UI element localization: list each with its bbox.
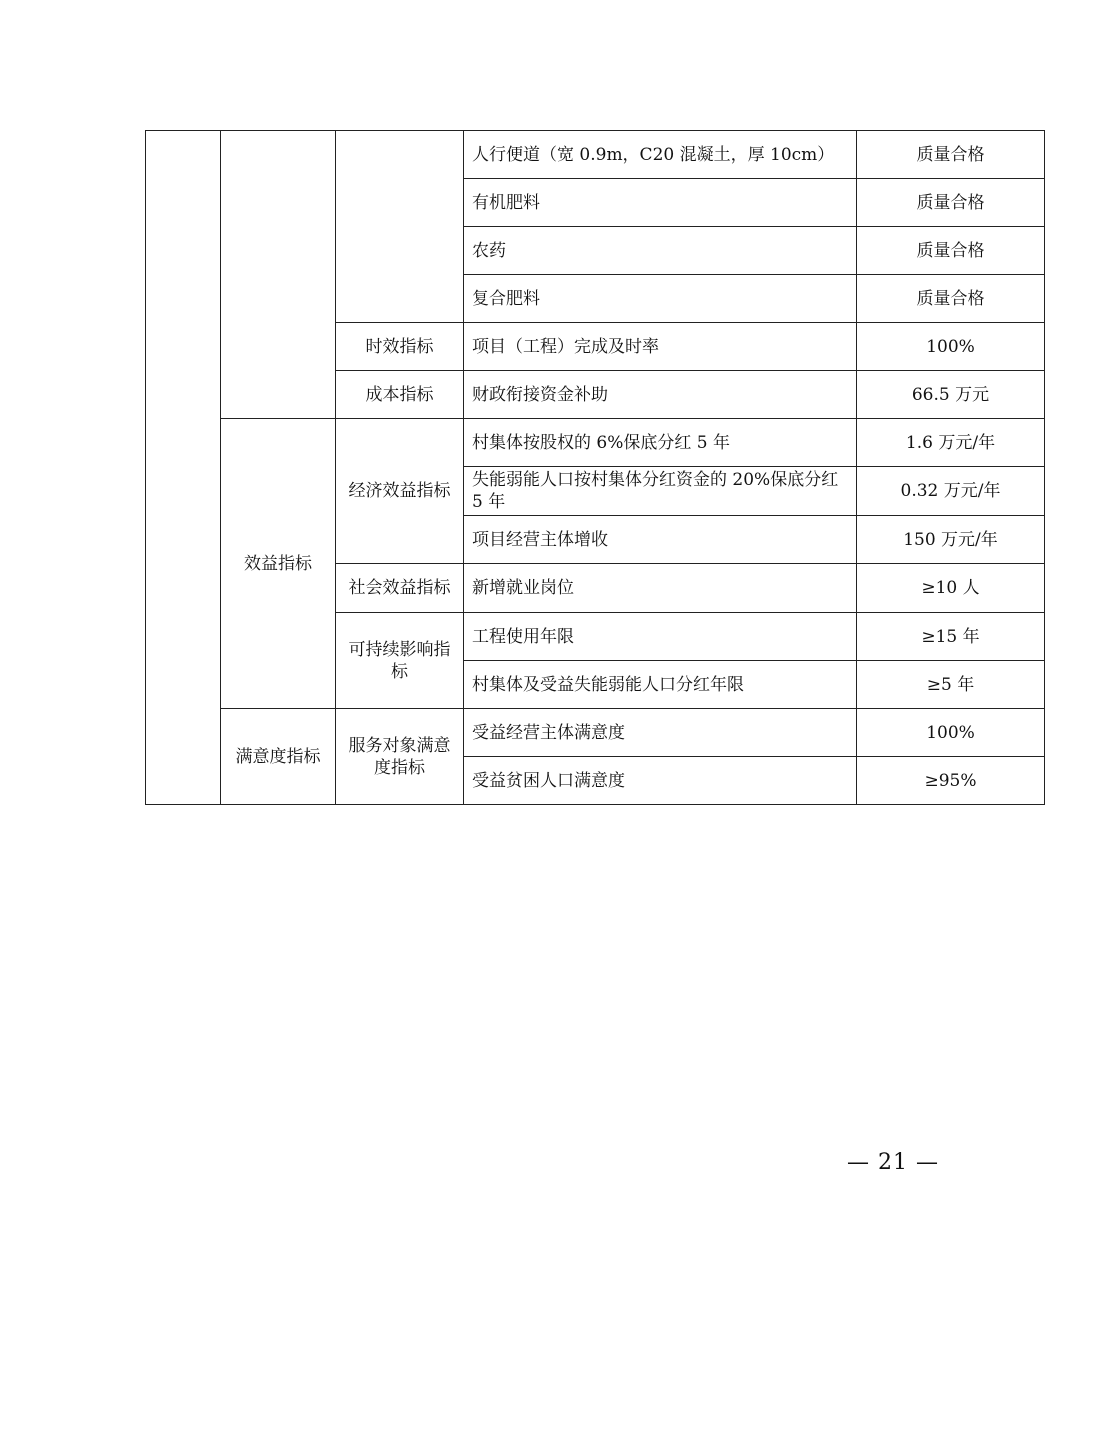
performance-indicator-table: [145, 130, 1045, 805]
indicator-cell: 复合肥料: [464, 275, 857, 323]
value-cell: ≥10 人: [857, 564, 1045, 613]
sub-category-cell-quality: [336, 131, 464, 323]
value-cell: 质量合格: [857, 227, 1045, 275]
level1-category-cell: [146, 131, 221, 805]
page-number: — 21 —: [847, 1150, 939, 1175]
indicator-cell: 村集体及受益失能弱能人口分红年限: [464, 661, 857, 709]
value-cell: 0.32 万元/年: [857, 467, 1045, 516]
indicator-cell: 新增就业岗位: [464, 564, 857, 613]
category-cell: 满意度指标: [221, 709, 336, 805]
indicator-cell: 财政衔接资金补助: [464, 371, 857, 419]
category-cell: 效益指标: [221, 419, 336, 709]
indicator-cell: 有机肥料: [464, 179, 857, 227]
sub-category-cell: 时效指标: [336, 323, 464, 371]
indicator-cell: 工程使用年限: [464, 613, 857, 661]
sub-category-cell: 社会效益指标: [336, 564, 464, 613]
sub-category-cell: 服务对象满意度指标: [336, 709, 464, 805]
value-cell: 质量合格: [857, 131, 1045, 179]
indicator-cell: 村集体按股权的 6%保底分红 5 年: [464, 419, 857, 467]
sub-category-cell: 成本指标: [336, 371, 464, 419]
value-cell: ≥15 年: [857, 613, 1045, 661]
indicator-cell: 项目经营主体增收: [464, 516, 857, 564]
table-row: [146, 709, 1045, 757]
value-cell: 100%: [857, 323, 1045, 371]
sub-category-cell: 经济效益指标: [336, 419, 464, 564]
indicator-cell: 受益经营主体满意度: [464, 709, 857, 757]
indicator-cell: 失能弱能人口按村集体分红资金的 20%保底分红 5 年: [464, 467, 857, 516]
table-row: [146, 131, 1045, 179]
indicator-cell: 受益贫困人口满意度: [464, 757, 857, 805]
value-cell: 质量合格: [857, 275, 1045, 323]
indicator-cell: 项目（工程）完成及时率: [464, 323, 857, 371]
value-cell: 质量合格: [857, 179, 1045, 227]
value-cell: 150 万元/年: [857, 516, 1045, 564]
value-cell: ≥95%: [857, 757, 1045, 805]
sub-category-cell: 可持续影响指标: [336, 613, 464, 709]
table-row: [146, 419, 1045, 467]
indicator-cell: 人行便道（宽 0.9m，C20 混凝土，厚 10cm）: [464, 131, 857, 179]
value-cell: 1.6 万元/年: [857, 419, 1045, 467]
value-cell: ≥5 年: [857, 661, 1045, 709]
indicator-cell: 农药: [464, 227, 857, 275]
category-cell-output: [221, 131, 336, 419]
value-cell: 100%: [857, 709, 1045, 757]
value-cell: 66.5 万元: [857, 371, 1045, 419]
